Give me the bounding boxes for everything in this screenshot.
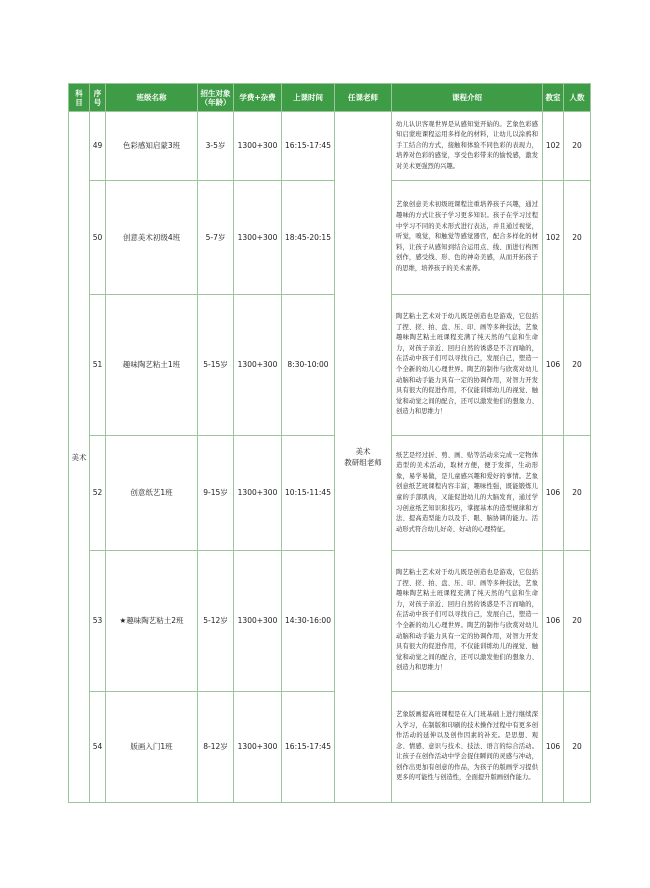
room-cell: 106: [543, 295, 564, 436]
class-name-cell: 创意美术初级4班: [106, 181, 198, 295]
table-row: [69, 112, 591, 181]
room-cell: 102: [543, 181, 564, 295]
age-cell: 8-12岁: [198, 692, 234, 803]
seq-cell: 54: [90, 692, 106, 803]
time-cell: 14:30-16:00: [282, 551, 335, 692]
subject-cell: 美术: [69, 112, 90, 803]
header-room: 教室: [543, 84, 564, 112]
time-cell: 16:15-17:45: [282, 112, 335, 181]
count-cell: 20: [564, 692, 591, 803]
teacher-line1: 美术: [355, 447, 371, 456]
count-cell: 20: [564, 551, 591, 692]
teacher-cell: [335, 112, 392, 803]
intro-cell: 艺象版画提高班课程是在入门班基础上进行继续深入学习，在制版和印刷的技术操作过程中有更多创作活动的延伸以及创作因素的补充。是思想、观念、情感、意识与技术、技法、语言的综合活动。让孩子在创作活动中学会捉住瞬间的灵感与冲动，创作出更加有创意的作品，为孩子的版画学习提供更多的可能性与创造性，全面提升版画创作能力。: [392, 692, 543, 803]
time-cell: 10:15-11:45: [282, 436, 335, 551]
room-cell: 106: [543, 436, 564, 551]
table-row: [69, 692, 591, 803]
teacher-line2: 教研组老师: [344, 458, 382, 467]
class-name-cell: ★趣味陶艺粘土2班: [106, 551, 198, 692]
table-row: [69, 295, 591, 436]
header-target: [198, 84, 234, 112]
header-intro: 课程介绍: [392, 84, 543, 112]
seq-cell: 49: [90, 112, 106, 181]
fee-cell: 1300+300: [234, 181, 282, 295]
course-table: [68, 83, 591, 803]
header-subject: 科目: [69, 84, 90, 112]
seq-cell: 50: [90, 181, 106, 295]
age-cell: 5-15岁: [198, 295, 234, 436]
table-row: [69, 551, 591, 692]
table-row: [69, 181, 591, 295]
count-cell: 20: [564, 436, 591, 551]
age-cell: 9-15岁: [198, 436, 234, 551]
fee-cell: 1300+300: [234, 692, 282, 803]
seq-cell: 53: [90, 551, 106, 692]
header-count: 人数: [564, 84, 591, 112]
count-cell: 20: [564, 181, 591, 295]
count-cell: 20: [564, 112, 591, 181]
header-teacher: 任课老师: [335, 84, 392, 112]
table-row: [69, 436, 591, 551]
intro-cell: 陶艺粘土艺术对于幼儿既是创造也是游戏，它包括了捏、搓、拍、盘、压、印、画等多种技法，艺象趣味陶艺粘土班课程充满了纯天然的气息和生命力，对孩子亲近、回归自然的诱惑是不言而喻的，在活动中孩子们可以寻找自己，发展自己，塑造一个全新的幼儿心理世界。陶艺的制作与欣赏对幼儿动脑和动手能力具有一定的协调作用，对智力开发具有很大的促进作用，不仅能训练幼儿的视觉、触觉和动觉之间的配合，还可以激发他们的想象力、创造力和思维力！: [392, 551, 543, 692]
age-cell: 3-5岁: [198, 112, 234, 181]
count-cell: 20: [564, 295, 591, 436]
intro-cell: 纸艺是经过折、剪、画、贴等活动来完成一定物体造型的美术活动，取材方便，便于发挥，生动形象，易学易做，是儿童感兴趣和爱好的事情。艺象创意纸艺班课程内容丰富，趣味性强，既能锻炼儿童的手部肌肉，又能促进幼儿的大脑发育，通过学习创意纸艺知识和技巧，掌握基本的造型规律和方法、提高造型能力以及手、眼、脑协调的能力。活动形式符合幼儿好奇、好动的心理特征。: [392, 436, 543, 551]
time-cell: 8:30-10:00: [282, 295, 335, 436]
header-target-line1: 招生对象: [200, 88, 231, 98]
class-name-cell: 趣味陶艺粘土1班: [106, 295, 198, 436]
fee-cell: 1300+300: [234, 551, 282, 692]
seq-cell: 52: [90, 436, 106, 551]
class-name-cell: 创意纸艺1班: [106, 436, 198, 551]
class-name-cell: 版画入门1班: [106, 692, 198, 803]
header-time: 上课时间: [282, 84, 335, 112]
fee-cell: 1300+300: [234, 295, 282, 436]
age-cell: 5-7岁: [198, 181, 234, 295]
fee-cell: 1300+300: [234, 436, 282, 551]
intro-cell: 艺象创意美术初级班课程注重培养孩子兴趣，通过趣味的方式让孩子学习更多知识。孩子在学习过程中学习不同的美术形式进行表达，并且通过视觉，听觉，嗅觉，和触觉等感觉器官，配合多样化的材料，让孩子从感知到结合运用点、线、面进行构图创作，感受线、形、色的神奇美感，从而开拓孩子的思维，培养孩子的美术素养。: [392, 181, 543, 295]
header-row: [69, 84, 591, 112]
age-cell: 5-12岁: [198, 551, 234, 692]
header-seq: 序号: [90, 84, 106, 112]
room-cell: 106: [543, 551, 564, 692]
room-cell: 102: [543, 112, 564, 181]
seq-cell: 51: [90, 295, 106, 436]
time-cell: 18:45-20:15: [282, 181, 335, 295]
header-fee: 学费+杂费: [234, 84, 282, 112]
room-cell: 106: [543, 692, 564, 803]
header-class-name: 班级名称: [106, 84, 198, 112]
time-cell: 16:15-17:45: [282, 692, 335, 803]
intro-cell: 幼儿认识客观世界是从感知觉开始的。艺象色彩感知启蒙班课程运用多样化的材料，让幼儿以涂鸦和手工结合的方式，接触和体验不同色彩的表现力，培养对色彩的感觉，享受色彩带来的愉悦感，激发对美术更强烈的兴趣。: [392, 112, 543, 181]
class-name-cell: 色彩感知启蒙3班: [106, 112, 198, 181]
intro-cell: 陶艺粘土艺术对于幼儿既是创造也是游戏，它包括了捏、搓、拍、盘、压、印、画等多种技法，艺象趣味陶艺粘土班课程充满了纯天然的气息和生命力，对孩子亲近、回归自然的诱惑是不言而喻的，在活动中孩子们可以寻找自己，发展自己，塑造一个全新的幼儿心理世界。陶艺的制作与欣赏对幼儿动脑和动手能力具有一定的协调作用，对智力开发具有很大的促进作用，不仅能训练幼儿的视觉、触觉和动觉之间的配合，还可以激发他们的想象力、创造力和思维力！: [392, 295, 543, 436]
header-target-line2: （年龄）: [200, 97, 231, 107]
fee-cell: 1300+300: [234, 112, 282, 181]
